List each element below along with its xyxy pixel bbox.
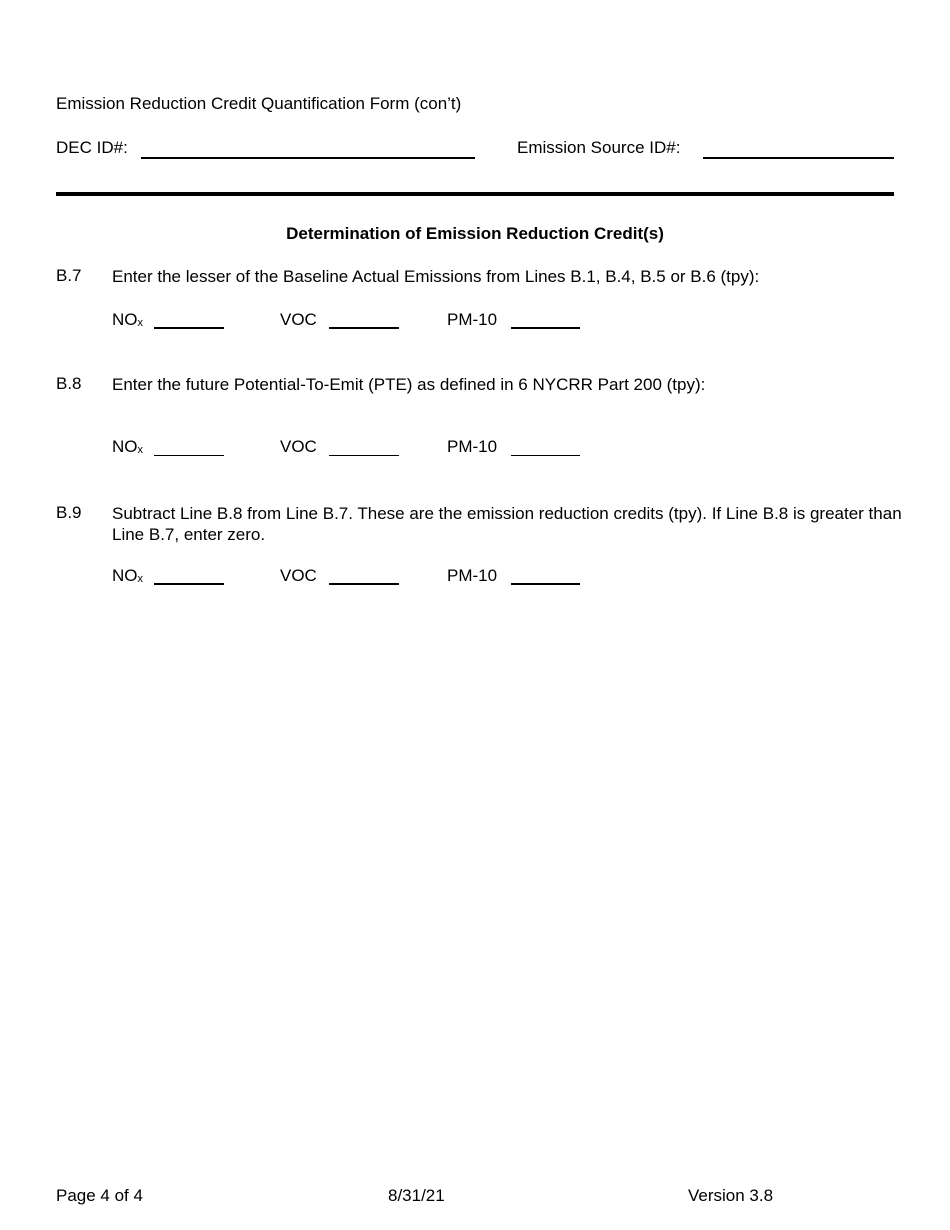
voc-label: VOC xyxy=(280,566,317,585)
item-text-b8: Enter the future Potential-To-Emit (PTE) as defined in 6 NYCRR Part 200 (tpy): xyxy=(112,375,706,394)
item-number-b7: B.7 xyxy=(56,266,82,285)
pm10-field-b9[interactable] xyxy=(511,566,580,585)
footer-version: Version 3.8 xyxy=(688,1186,774,1205)
values-row-b9 xyxy=(112,566,612,588)
pm10-field-b8[interactable] xyxy=(511,437,580,456)
nox-label: $NO_x$ xyxy=(112,437,143,456)
nox-field-b8[interactable] xyxy=(154,437,224,456)
section-title: Determination of Emission Reduction Credit(s) xyxy=(286,224,664,243)
footer-page-number: Page 4 of 4 xyxy=(56,1186,143,1205)
voc-field-b9[interactable] xyxy=(329,566,399,585)
nox-field-b7[interactable] xyxy=(154,310,224,329)
item-number-b8: B.8 xyxy=(56,374,82,393)
voc-field-b7[interactable] xyxy=(329,310,399,329)
footer-date: 8/31/21 xyxy=(388,1186,445,1205)
item-text-b9: Subtract Line B.8 from Line B.7. These are the emission reduction credits (tpy). If Line B.8 is greater than Line B.7, enter zero. xyxy=(112,504,902,544)
values-row-b8 xyxy=(112,437,612,459)
values-row-b7 xyxy=(112,310,612,332)
form-title: Emission Reduction Credit Quantification Form (con’t) xyxy=(56,94,462,113)
voc-field-b8[interactable] xyxy=(329,437,399,456)
voc-label: VOC xyxy=(280,437,317,456)
source-id-field[interactable] xyxy=(703,138,894,159)
nox-label: $NO_x$ xyxy=(112,566,143,585)
dec-id-field[interactable] xyxy=(141,138,475,159)
pm10-label: PM-10 xyxy=(447,310,498,329)
header-divider xyxy=(56,192,894,196)
voc-label: VOC xyxy=(280,310,317,329)
dec-id-label: DEC ID#: xyxy=(56,138,128,157)
nox-label: $NO_x$ xyxy=(112,310,143,329)
source-id-label: Emission Source ID#: xyxy=(517,138,681,157)
pm10-field-b7[interactable] xyxy=(511,310,580,329)
pm10-label: PM-10 xyxy=(447,566,498,585)
item-text-b7: Enter the lesser of the Baseline Actual Emissions from Lines B.1, B.4, B.5 or B.6 (tpy): xyxy=(112,267,760,286)
nox-field-b9[interactable] xyxy=(154,566,224,585)
item-number-b9: B.9 xyxy=(56,503,82,522)
pm10-label: PM-10 xyxy=(447,437,498,456)
